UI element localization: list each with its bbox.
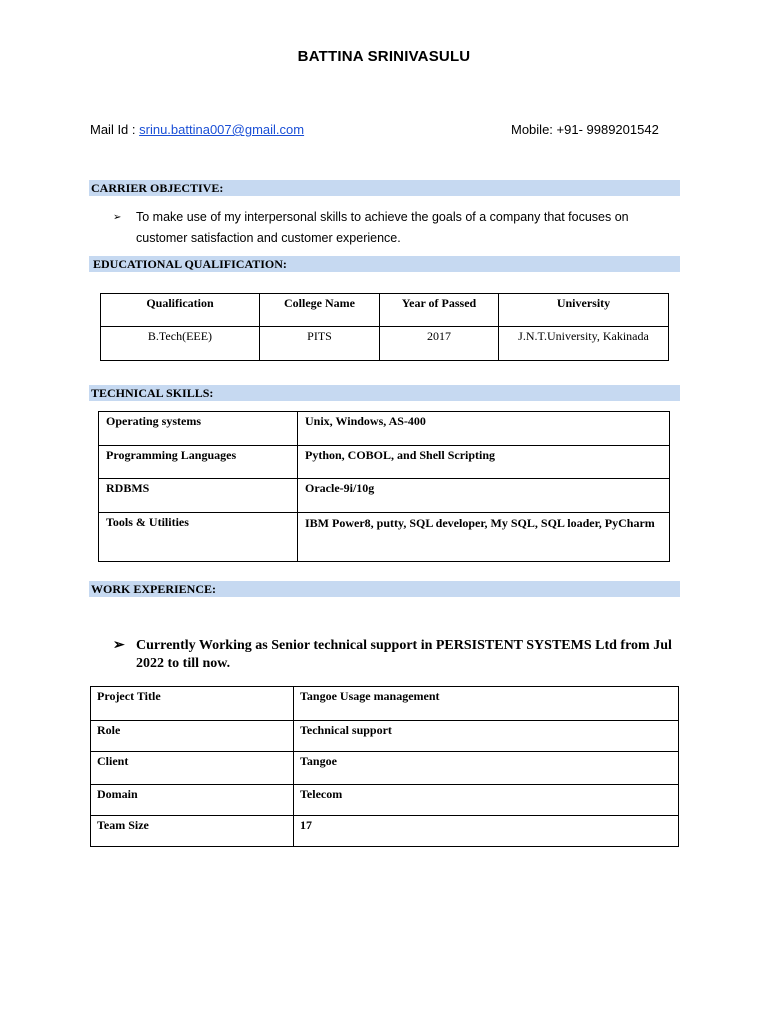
- education-cell-qualification: B.Tech(EEE): [101, 327, 260, 361]
- skill-value: Oracle-9i/10g: [298, 479, 670, 513]
- project-table: [90, 686, 679, 847]
- skill-label: Tools & Utilities: [99, 513, 298, 562]
- project-label: Project Title: [91, 687, 294, 721]
- education-cell-university: J.N.T.University, Kakinada: [499, 327, 669, 361]
- skill-value: Unix, Windows, AS-400: [298, 412, 670, 446]
- table-row: [99, 513, 670, 562]
- skill-label: Operating systems: [99, 412, 298, 446]
- skill-label: RDBMS: [99, 479, 298, 513]
- resume-name: BATTINA SRINIVASULU: [297, 48, 471, 65]
- project-value: Tangoe Usage management: [294, 687, 679, 721]
- education-header-year: Year of Passed: [380, 294, 499, 327]
- table-row: [91, 687, 679, 721]
- contact-mobile: Mobile: +91- 9989201542: [511, 122, 659, 137]
- project-label: Domain: [91, 785, 294, 816]
- project-label: Client: [91, 752, 294, 785]
- table-row: [99, 479, 670, 513]
- project-label: Role: [91, 721, 294, 752]
- education-cell-year: 2017: [380, 327, 499, 361]
- contact-email: [90, 122, 304, 137]
- project-value: Technical support: [294, 721, 679, 752]
- skill-value: Python, COBOL, and Shell Scripting: [298, 446, 670, 479]
- objective-text: To make use of my interpersonal skills to achieve the goals of a company that focuses on customer satisfaction and customer experience.: [136, 210, 629, 245]
- table-row: [99, 412, 670, 446]
- arrow-bullet-icon: ➢: [113, 638, 125, 653]
- section-education: [89, 256, 680, 272]
- education-header-college: College Name: [260, 294, 380, 327]
- section-objective: [89, 180, 680, 196]
- table-row: [91, 721, 679, 752]
- skill-label: Programming Languages: [99, 446, 298, 479]
- section-work: [89, 581, 680, 597]
- education-header-qualification: Qualification: [101, 294, 260, 327]
- section-education-title: EDUCATIONAL QUALIFICATION:: [93, 257, 287, 271]
- table-row: [99, 446, 670, 479]
- section-technical-title: TECHNICAL SKILLS:: [91, 386, 214, 400]
- table-row: [101, 327, 669, 361]
- email-label: Mail Id :: [90, 122, 140, 137]
- section-technical: [89, 385, 680, 401]
- education-header-row: [101, 294, 669, 327]
- project-label: Team Size: [91, 816, 294, 847]
- education-header-university: University: [499, 294, 669, 327]
- email-link[interactable]: srinu.battina007@gmail.com: [139, 122, 305, 137]
- section-work-title: WORK EXPERIENCE:: [91, 582, 217, 596]
- table-row: [91, 785, 679, 816]
- technical-skills-table: [98, 411, 670, 562]
- education-cell-college: PITS: [260, 327, 380, 361]
- arrow-bullet-icon: ➢: [113, 212, 122, 223]
- table-row: [91, 816, 679, 847]
- section-objective-title: CARRIER OBJECTIVE:: [91, 181, 224, 195]
- skill-value: IBM Power8, putty, SQL developer, My SQL, SQL loader, PyCharm: [298, 513, 670, 562]
- project-value: 17: [294, 816, 679, 847]
- table-row: [91, 752, 679, 785]
- project-value: Telecom: [294, 785, 679, 816]
- education-table: [100, 293, 669, 361]
- project-value: Tangoe: [294, 752, 679, 785]
- work-text: Currently Working as Senior technical support in PERSISTENT SYSTEMS Ltd from Jul 2022 to till now.: [136, 638, 672, 671]
